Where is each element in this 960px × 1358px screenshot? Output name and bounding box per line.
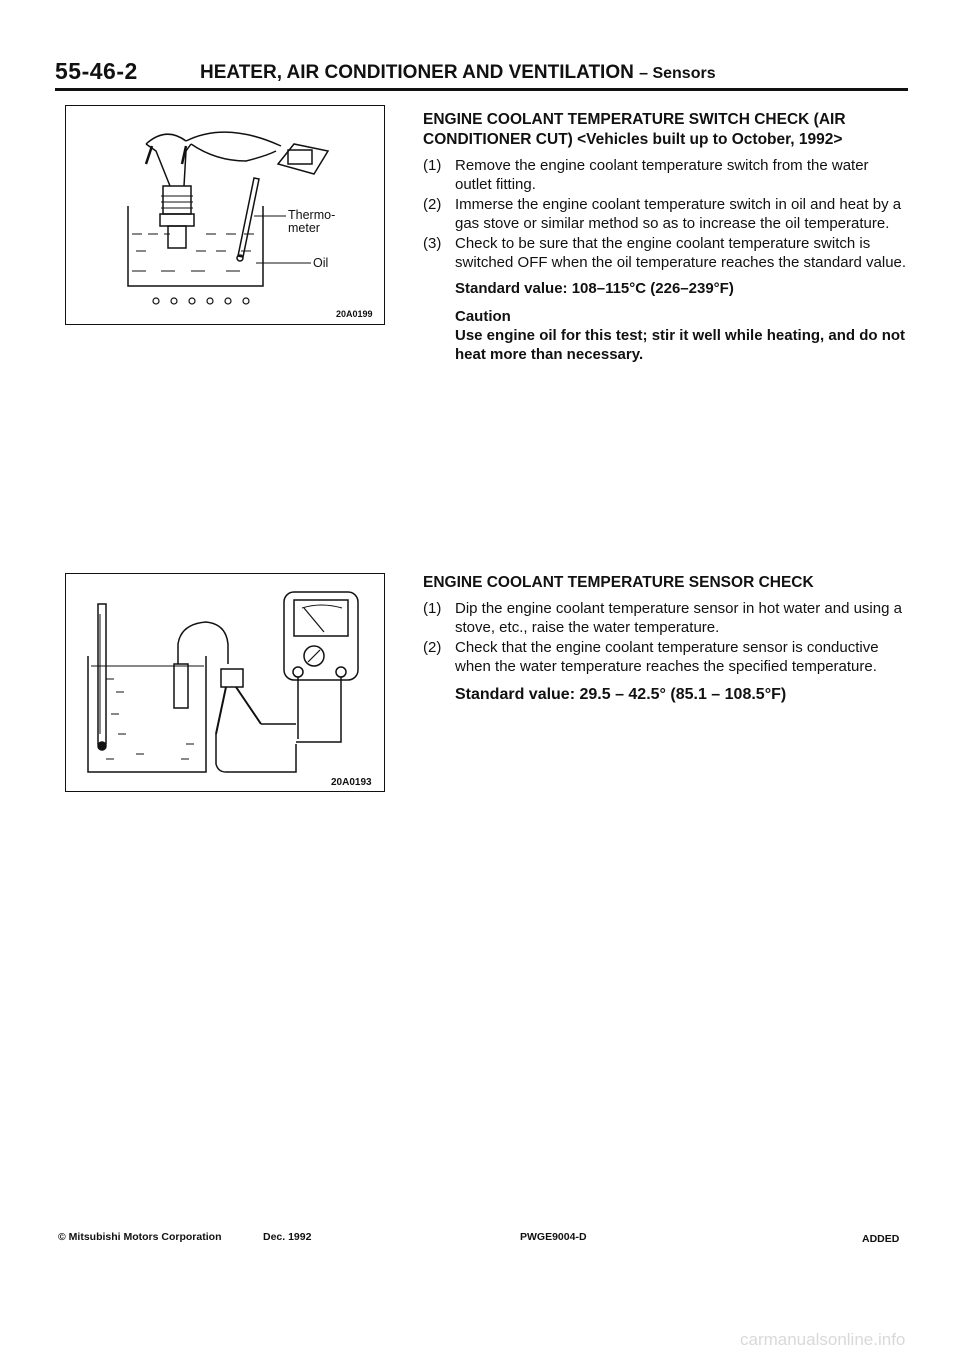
- step-number: (3): [423, 235, 442, 252]
- footer-copyright: © Mitsubishi Motors Corporation: [58, 1231, 222, 1243]
- footer-date: Dec. 1992: [263, 1231, 312, 1243]
- label-thermometer: Thermo- meter: [288, 208, 336, 235]
- caution-label: Caution: [455, 308, 511, 325]
- figure-code: 20A0193: [331, 777, 372, 788]
- step-list: [423, 156, 909, 272]
- step-text: Dip the engine coolant temperature sensor in hot water and using a stove, etc., raise the water temperature.: [455, 600, 902, 636]
- step-number: (1): [423, 157, 442, 174]
- watermark: carmanualsonline.info: [740, 1330, 906, 1349]
- page-subtitle: – Sensors: [639, 65, 716, 82]
- caution-text: Use engine oil for this test; stir it well while heating, and do not heat more than necessary.: [455, 327, 906, 363]
- step-item: [423, 638, 909, 676]
- step-item: [423, 156, 909, 194]
- figure-code: 20A0199: [336, 309, 373, 319]
- step-text: Remove the engine coolant temperature switch from the water outlet fitting.: [455, 157, 869, 193]
- switch-test-illustration: [66, 106, 384, 324]
- step-text: Check to be sure that the engine coolant temperature switch is switched OFF when the oil temperature reaches the standard value.: [455, 235, 907, 271]
- sensor-test-illustration: [66, 574, 384, 791]
- page-number: 55-46-2: [55, 58, 138, 84]
- step-list: [423, 599, 909, 676]
- standard-value: Standard value: 29.5 – 42.5° (85.1 – 108.5°F): [455, 686, 787, 703]
- step-number: (2): [423, 639, 442, 656]
- section-title: ENGINE COOLANT TEMPERATURE SENSOR CHECK: [423, 574, 814, 591]
- step-number: (2): [423, 196, 442, 213]
- footer-status: ADDED: [862, 1233, 900, 1245]
- section-switch-check: [423, 110, 909, 364]
- step-text: Immerse the engine coolant temperature switch in oil and heat by a gas stove or similar method so as to increase the oil temperature.: [455, 196, 902, 232]
- figure-coolant-switch-test: [65, 105, 385, 325]
- label-oil: Oil: [313, 256, 329, 270]
- header-rule: [55, 88, 908, 91]
- section-title: ENGINE COOLANT TEMPERATURE SWITCH CHECK (AIR CONDITIONER CUT) <Vehicles built up to October, 1992>: [423, 111, 846, 148]
- standard-value: Standard value: 108–115°C (226–239°F): [455, 280, 734, 297]
- page-title: [200, 62, 716, 84]
- step-item: [423, 195, 909, 233]
- footer-code: PWGE9004-D: [520, 1231, 587, 1243]
- step-item: [423, 599, 909, 637]
- step-text: Check that the engine coolant temperature sensor is conductive when the water temperature reaches the specified temperature.: [455, 639, 879, 675]
- step-number: (1): [423, 600, 442, 617]
- step-item: [423, 234, 909, 272]
- page-title-main: HEATER, AIR CONDITIONER AND VENTILATION: [200, 62, 634, 83]
- section-sensor-check: [423, 573, 909, 704]
- figure-coolant-sensor-test: [65, 573, 385, 792]
